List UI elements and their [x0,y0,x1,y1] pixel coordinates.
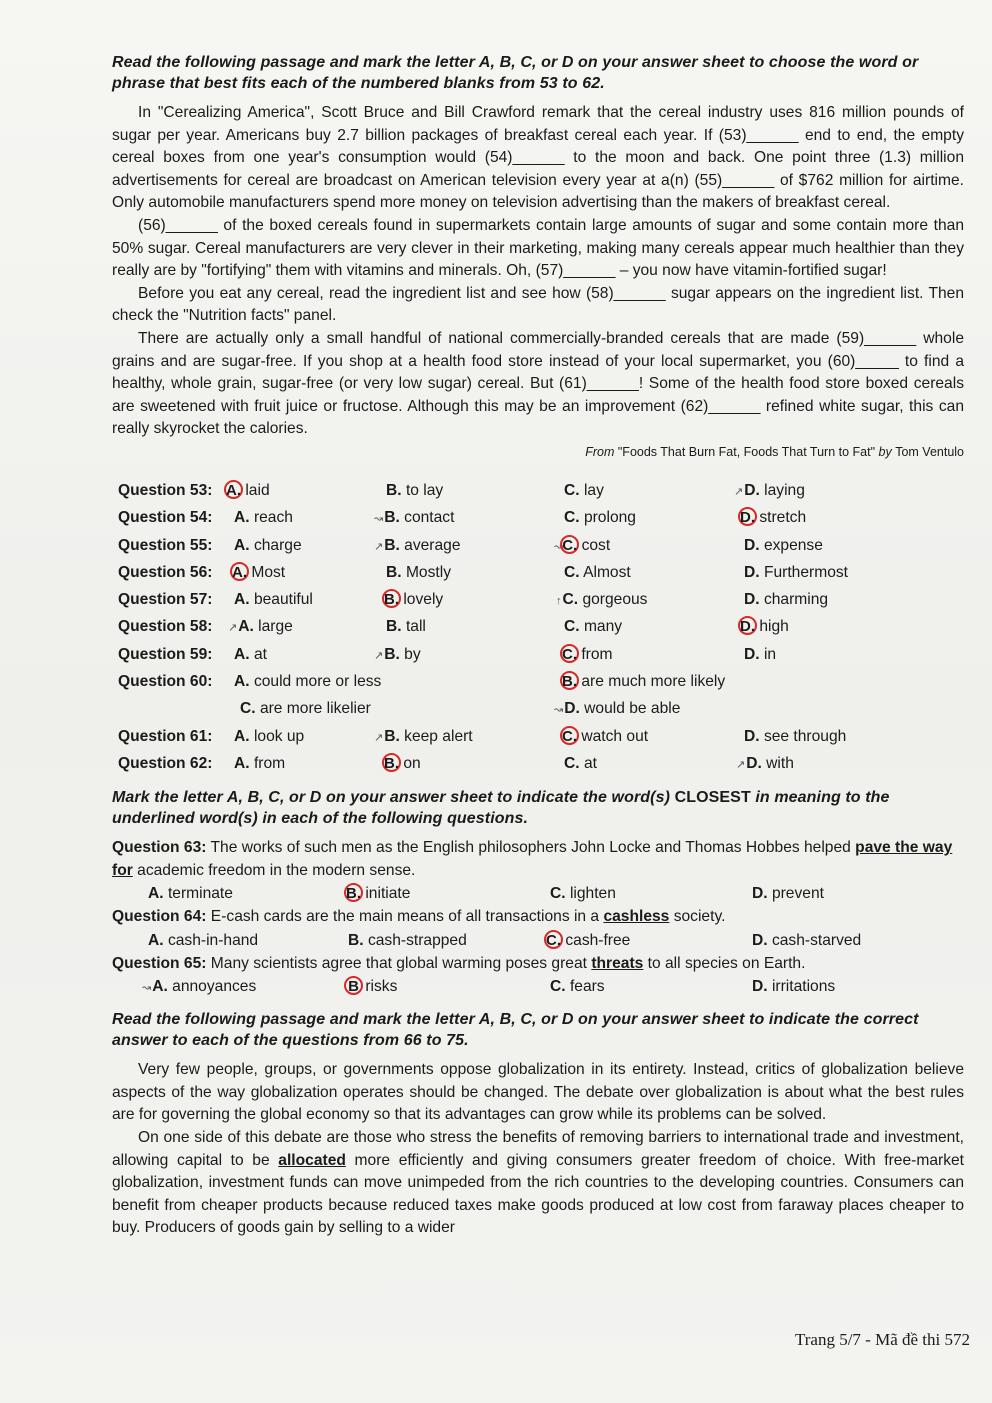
passage-source [112,445,964,459]
question-57 [112,586,964,613]
option-b[interactable]: B risks [348,975,397,999]
option-a[interactable]: A. beautiful [234,591,313,609]
page-footer: Trang 5/7 - Mã đề thi 572 [794,1330,970,1349]
answer-circle: C. [562,727,577,745]
underlined-phrase: threats [591,954,644,972]
option-a[interactable]: ↝A. annoyances [142,978,257,996]
option-b[interactable]: B. to lay [386,481,444,499]
option-d[interactable]: D. cash-starved [752,931,862,949]
option-a[interactable]: ↗A. large [228,618,293,636]
option-a[interactable]: A. terminate [148,885,233,903]
answer-circle: D. [740,509,755,527]
question-60-row-2 [112,695,964,722]
question-53 [112,477,964,504]
option-d[interactable]: D. expense [744,536,823,554]
passage1-paragraph-2: (56)______ of the boxed cereals found in supermarkets contain large amounts of sugar and some contain more than 50% sugar. Cereal manufacturers are very clever in their marketing, making many cereals appear much healthier than they really are by "fortifying" them with vitamins and minerals. Oh, (57)______ – you now have vitamin-fortified sugar! [112,216,964,280]
option-d[interactable]: D. prevent [752,885,824,903]
option-d[interactable]: D. in [744,645,777,663]
question-label: Question 58: [118,618,213,636]
option-c[interactable]: ↑C. gorgeous [556,591,648,609]
question-56 [112,559,964,586]
question-64: Question 64: E-cash cards are the main means of all transactions in a cashless society. [112,908,726,926]
answer-circle: C. [546,931,561,949]
option-a[interactable]: A. cash-in-hand [148,931,259,949]
option-b[interactable]: ↗B. keep alert [374,727,473,745]
option-c[interactable]: C. from [562,645,613,663]
underlined-word: allocated [278,1151,346,1169]
option-d[interactable]: D. Furthermost [744,563,848,581]
question-list-53-62 [112,477,964,777]
question-62 [112,750,964,777]
source-title: "Foods That Burn Fat, Foods That Turn to Fat" [617,444,876,459]
option-d[interactable]: ↗D. laying [734,481,805,499]
answer-circle: B. [384,754,399,772]
option-a[interactable]: A. Most [232,563,286,581]
question-label: Question 53: [118,481,213,499]
question-61 [112,723,964,750]
answer-circle: B. [384,591,399,609]
source-by: by [878,444,892,459]
option-c[interactable]: C. fears [550,978,605,996]
question-55 [112,532,964,559]
question-label: Question 59: [118,645,213,663]
option-d[interactable]: D. high [740,618,789,636]
question-63: Question 63: The works of such men as the English philosophers John Locke and Thomas Hobbes helped pave the way for academic freedom in the modern sense. [112,839,953,879]
section1-instruction: Read the following passage and mark the letter A, B, C, or D on your answer sheet to choose the word or phrase that best fits each of the numbered blanks from 53 to 62. [112,54,919,92]
passage1-paragraph-3: Before you eat any cereal, read the ingredient list and see how (58)______ sugar appears on the ingredient list. Then check the "Nutrition facts" panel. [112,284,964,325]
option-c[interactable]: C. lay [564,481,604,499]
option-d[interactable]: D. charming [744,591,829,609]
question-63-options [112,882,964,906]
option-b[interactable]: B. on [384,754,421,772]
option-a[interactable]: A. laid [226,481,270,499]
option-c[interactable]: C. at [564,754,597,772]
option-a[interactable]: A. charge [234,536,302,554]
option-a[interactable]: A. could more or less [234,672,382,690]
question-65: Question 65: Many scientists agree that global warming poses great threats to all species on Earth. [112,954,806,972]
page-content [112,52,964,1240]
question-64-options [112,929,964,953]
option-d[interactable]: D. see through [744,727,847,745]
question-59 [112,641,964,668]
option-b[interactable]: B. cash-strapped [348,931,467,949]
underlined-phrase: pave the way for [112,839,953,879]
option-d[interactable]: D. irritations [752,978,836,996]
option-b[interactable]: B. are much more likely [562,672,726,690]
option-c[interactable]: C. cash-free [546,931,631,949]
option-d[interactable]: D. stretch [740,509,807,527]
option-c[interactable]: C. watch out [562,727,649,745]
option-a[interactable]: A. look up [234,727,305,745]
option-c[interactable]: C. Almost [564,563,631,581]
answer-circle: C. [562,645,577,663]
option-d[interactable]: ↗D. with [736,754,794,772]
question-label: Question 56: [118,563,213,581]
answer-circle: A. [232,563,247,581]
option-b[interactable]: ↗B. by [374,645,421,663]
question-60 [112,668,964,695]
section3-instruction: Read the following passage and mark the letter A, B, C, or D on your answer sheet to indicate the correct answer to each of the questions from 66 to 75. [112,1011,919,1050]
option-c[interactable]: C. lighten [550,885,616,903]
option-d[interactable]: ↝D. would be able [554,700,681,718]
option-b[interactable]: ↝B. contact [374,509,455,527]
question-label: Question 61: [118,727,213,745]
option-b[interactable]: B. Mostly [386,563,451,581]
option-a[interactable]: A. at [234,645,267,663]
question-label: Question 55: [118,536,213,554]
answer-circle: B. [346,885,361,903]
section2-instruction: Mark the letter A, B, C, or D on your answer sheet to indicate the word(s) CLOSEST in meaning to the underlined word(s) in each of the following questions. [112,789,890,828]
option-c[interactable]: C. many [564,618,623,636]
option-b[interactable]: B. initiate [346,885,411,903]
passage1-paragraph-4: There are actually only a small handful of national commercially-branded cereals that are made (59)______ whole grains and are sugar-free. If you shop at a health food store instead of your local supermarket, you (60)_____ to find a healthy, whole grain, sugar-free (or very low sugar) cereal. But (61)______! Some of the health food store boxed cereals are sweetened with fruit juice or fructose. Although this may be an improvement (62)______ refined white sugar, this can really skyrocket the calories. [112,329,964,438]
underlined-phrase: cashless [603,908,670,926]
option-c[interactable]: C. prolong [564,509,636,527]
option-c[interactable]: ↝C. cost [554,536,611,554]
source-author: Tom Ventulo [895,444,964,459]
option-c[interactable]: C. are more likelier [240,700,371,718]
option-b[interactable]: B. tall [386,618,426,636]
question-54 [112,504,964,531]
option-b[interactable]: ↗B. average [374,536,461,554]
passage2-paragraph-2: On one side of this debate are those who stress the benefits of removing barriers to international trade and investment, allowing capital to be allocated more efficiently and giving consumers greater freedom of choice. With free-market globalization, investment funds can move unimpeded from the rich countries to the developing countries. Consumers can benefit from cheaper products because reduced taxes make goods produced at low cost from faraway places cheaper to buy. Producers of goods gain by selling to a wider [112,1128,965,1237]
answer-circle: B [344,976,363,995]
answer-circle: D. [740,618,755,636]
answer-circle: B. [562,672,577,690]
question-label: Question 60: [118,672,213,690]
option-a[interactable]: A. reach [234,509,293,527]
answer-circle: C. [562,536,578,554]
question-label: Question 54: [118,509,213,527]
option-a[interactable]: A. from [234,754,286,772]
question-65-options [112,975,964,999]
question-label: Question 57: [118,591,213,609]
question-label: Question 62: [118,754,213,772]
question-58 [112,613,964,640]
passage2-paragraph-1: Very few people, groups, or governments oppose globalization in its entirety. Instead, critics of globalization believe aspects of the way globalization operates should be changed. The debate over globalization is about what the best rules are for governing the global economy so that its advantages can grow while its problems can be solved. [112,1061,964,1124]
answer-circle: A. [226,481,241,499]
option-b[interactable]: B. lovely [384,591,444,609]
source-from: From [585,444,615,459]
passage1-paragraph-1: In "Cerealizing America", Scott Bruce and Bill Crawford remark that the cereal industry uses 816 million pounds of sugar per year. Americans buy 2.7 billion packages of breakfast cereal each year. If (53)______ end to end, the empty cereal boxes from one year's consumption would (54)______ to the moon and back. One point three (1.3) million advertisements for cereal are broadcast on American television every year at a(n) (55)______ of $762 million for airtime. Only automobile manufacturers spend more money on television advertising than the makers of breakfast cereal. [112,104,964,212]
